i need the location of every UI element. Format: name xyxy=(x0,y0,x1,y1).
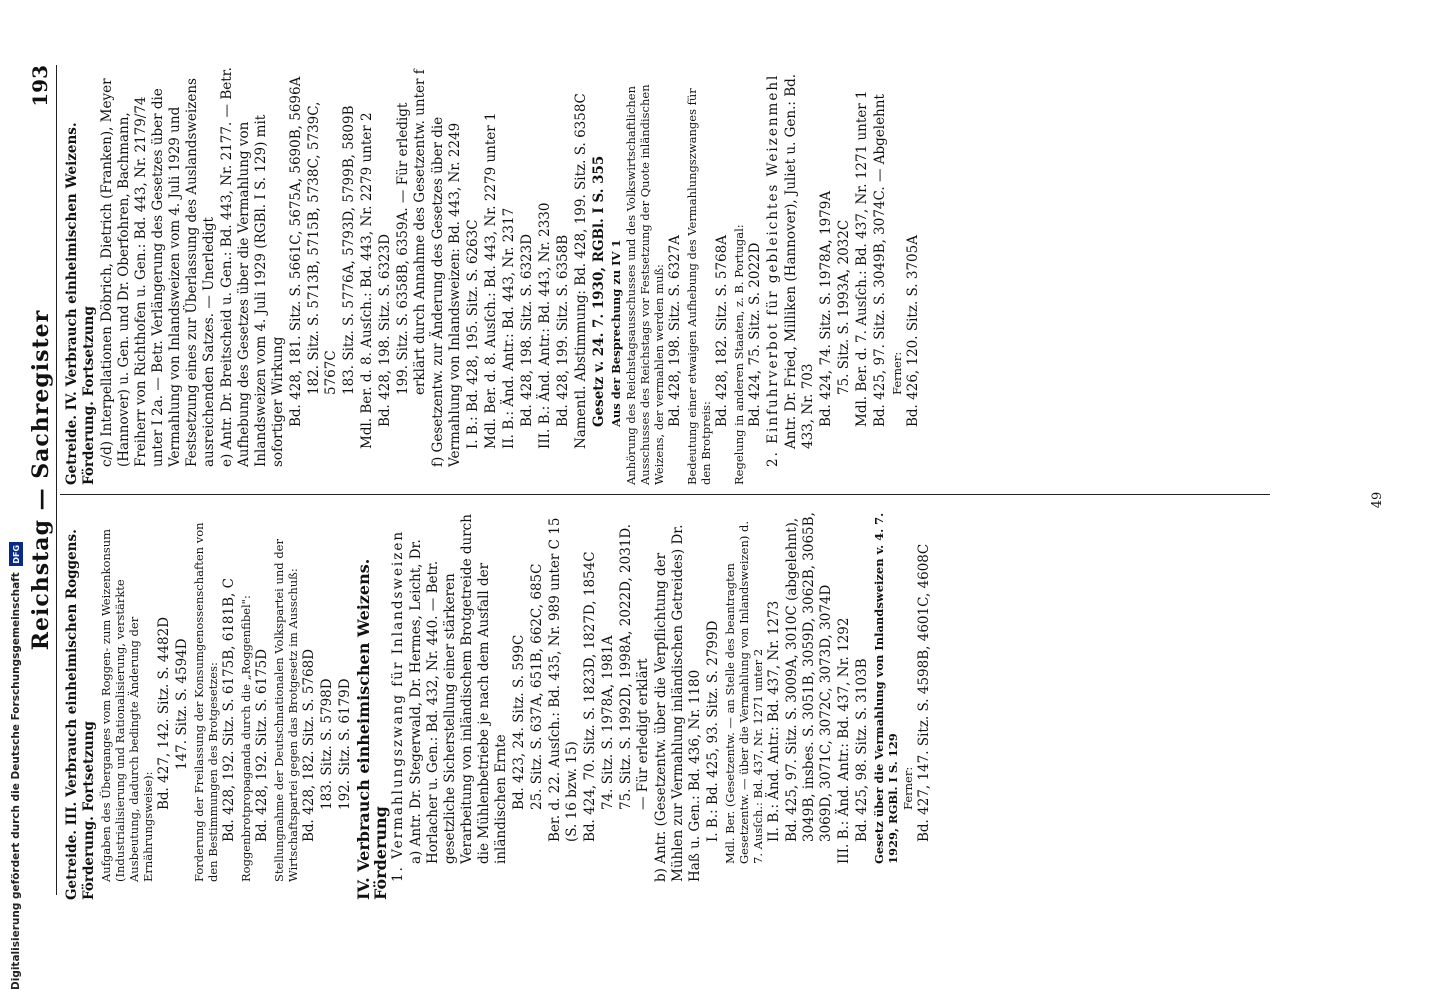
right-entry: 199. Sitz. S. 6358B, 6359A. — Für erledigt erklärt durch Annahme des Gesetzentw. unter f xyxy=(395,69,428,395)
left-entry: 192. Sitz. S. 6179D xyxy=(337,678,353,810)
left-entry: Bd. 428, 192. Sitz. S. 6175D xyxy=(254,648,270,842)
right-entry: 182. Sitz. S. 5713B, 5715B, 5738C, 5739C, 5767C xyxy=(306,101,339,395)
left-entry: III. B.: Änd. Antr.: Bd. 437, Nr. 1292 xyxy=(836,617,852,864)
right-entry: II. B.: Änd. Antr.: Bd. 443, Nr. 2317 xyxy=(501,207,517,449)
left-entry: Ber. d. 22. Ausſch.: Bd. 435, Nr. 989 unter C 15 (S. 16 bzw. 15) xyxy=(547,517,580,842)
left-entry: Stellungnahme der Deutschnationalen Volkspartei und der Wirtschaftspartei gegen das Brotgesetz im Ausschuß: xyxy=(272,539,300,882)
left-entry: 1. Vermahlungszwang für Inlandsweizen xyxy=(390,529,406,882)
credit-text: Digitalisierung gefördert durch die Deutsche Forschungsgemeinschaft xyxy=(10,572,22,990)
right-entry: e) Antr. Dr. Breitscheid u. Gen.: Bd. 443, Nr. 2177. — Betr. Aufhebung des Gesetzes über die Vermahlung von Inlandsweizen vom 4. Juli 1929 (RGBl. I S. 129) mit sofortiger Wirkung xyxy=(219,67,286,467)
left-entry: b) Antr. (Gesetzentw. über die Verpflichtung der Mühlen zur Vermahlung inländischen Getreides) Dr. Haß u. Gen.: Bd. 436, Nr. 1180 xyxy=(653,524,703,882)
left-entry: Getreide. III. Verbrauch einheimischen Roggens. Förderung. Fortsetzung xyxy=(64,529,97,900)
left-entry: 25. Sitz. S. 637A, 651B, 662C, 685C xyxy=(529,563,545,810)
right-entry: 75. Sitz. S. 1993A, 2032C xyxy=(836,219,852,395)
right-entry: Mdl. Ber. d. 8. Ausſch.: Bd. 443, Nr. 2279 unter 1 xyxy=(483,112,499,449)
header-title: Reichstag — Sachregister xyxy=(28,309,54,651)
right-entry: f) Gesetzentw. zur Änderung des Gesetzes über die Vermahlung von Inlandsweizen: Bd. 443, Nr. 2249 xyxy=(430,116,463,467)
left-column xyxy=(64,510,934,900)
right-column xyxy=(64,65,923,485)
left-entry: Bd. 425, 98. Sitz. S. 3103B xyxy=(854,658,870,842)
left-entry: II. B.: Änd. Antr.: Bd. 437, Nr. 1273 xyxy=(766,600,782,842)
right-entry: c/d) Interpellationen Döbrich, Dietrich (Franken), Meyer (Hannover) u. Gen. und Dr. Oberfohren, Bachmann, Freiherr von Richthofen u. Gen.: Bd. 443, Nr. 2179/74 unter I 2a. — Betr. Verlängerung des Gesetzes über die Vermahlung von Inlandsweizen vom 4. Juli 1929 und Festsetzung eines zur Überlassung des Auslandsweizens ausreichenden Satzes. — Unerledigt xyxy=(99,78,217,467)
right-entry: Bd. 428, 181. Sitz. S. 5661C, 5675A, 5690B, 5696A xyxy=(288,76,304,427)
right-entry: Regelung in anderen Staaten, z. B. Portugal: xyxy=(732,224,746,485)
page-header xyxy=(22,65,57,895)
left-entry: Bd. 423, 24. Sitz. S. 599C xyxy=(511,634,527,810)
left-entry: Mdl. Ber. (Gesetzentw. — an Stelle des beantragten Gesetzentw. — über die Vermahlung von Inlandsweizen) d. 7. Ausſch.: Bd. 437, Nr. 1271 unter 2 xyxy=(723,520,765,864)
left-entry: I. B.: Bd. 425, 93. Sitz. S. 2799D xyxy=(705,620,721,842)
left-entry: Forderung der Freilassung der Konsumgenossenschaften von den Bestimmungen des Brotgesetzes: xyxy=(192,522,220,882)
right-entry: Bd. 428, 198. Sitz. S. 6323D xyxy=(377,233,393,427)
footer-number: 49 xyxy=(1370,491,1385,509)
right-entry: Mdl. Ber. d. 7. Ausſch.: Bd. 437, Nr. 1271 unter 1 xyxy=(854,90,870,427)
right-entry: Bd. 426, 120. Sitz. S. 3705A xyxy=(905,235,921,427)
right-entry: Antr. Dr. Fried, Milliken (Hannover), Juliet u. Gen.: Bd. 433, Nr. 703 xyxy=(783,73,816,449)
header-page-number: 193 xyxy=(28,65,52,107)
right-entry: Namentl. Abstimmung: Bd. 428, 199. Sitz. S. 6358C xyxy=(573,93,589,449)
right-entry: Bd. 428, 198. Sitz. S. 6323D xyxy=(519,233,535,427)
right-entry: Bedeutung einer etwaigen Aufhebung des Vermahlungszwanges für den Brotpreis: xyxy=(685,88,713,485)
column-divider xyxy=(60,494,1270,495)
right-entry: III. B.: Änd. Antr.: Bd. 443, Nr. 2330 xyxy=(537,202,553,449)
left-entry: Roggenbrotpropaganda durch die „Roggenfibel": xyxy=(239,595,253,882)
left-entry: Bd. 428, 182. Sitz. S. 5768D xyxy=(301,648,317,842)
left-entry: 147. Sitz. S. 4594D xyxy=(174,638,190,770)
digitization-credit xyxy=(6,0,26,990)
right-entry: Bd. 428, 198. Sitz. S. 6327A xyxy=(667,235,683,427)
left-entry: Aufgaben des Überganges vom Roggen- zum Weizenkonsum (Industrialisierung und Rationalisierung, verstärkte Ausbeutung, dadurch bedingte Änderung der Ernährungsweise): xyxy=(99,528,155,882)
left-entry: Bd. 428, 192. Sitz. S. 6175B, 6181B, C xyxy=(221,578,237,842)
right-entry: Bd. 425, 97. Sitz. S. 3049B, 3074C. — Abgelehnt xyxy=(872,94,888,427)
right-entry: Bd. 424, 74. Sitz. S. 1978A, 1979A xyxy=(818,190,834,427)
left-entry: 183. Sitz. S. 5798D xyxy=(319,678,335,810)
right-entry: Getreide. IV. Verbrauch einheimischen Weizens. Förderung. Fortsetzung xyxy=(64,122,97,485)
right-entry: Anhörung des Reichstagsausschusses und des Volkswirtschaftlichen Ausschusses des Reichstags vor Festsetzung der Quote inländischen Weizens, der vermahlen werden muß: xyxy=(624,84,666,485)
right-entry: Bd. 428, 199. Sitz. S. 6358B xyxy=(555,234,571,427)
left-entry: 75. Sitz. S. 1992D, 1998A, 2022D, 2031D. — Für erledigt erklärt xyxy=(618,523,651,810)
left-entry: Bd. 427, 147. Sitz. S. 4598B, 4601C, 4608C xyxy=(916,543,932,842)
left-entry: IV. Verbrauch einheimischen Weizens. Förderung xyxy=(354,558,390,900)
right-entry: 183. Sitz. S. 5776A, 5793D, 5799B, 5809B xyxy=(341,105,357,395)
right-entry: Mdl. Ber. d. 8. Ausſch.: Bd. 443, Nr. 2279 unter 2 xyxy=(359,112,375,449)
right-entry: Bd. 424, 75. Sitz. S. 2022D xyxy=(747,242,763,427)
right-entry: 2. Einfuhrverbot für gebleichtes Weizenmehl xyxy=(765,73,781,467)
left-entry: Ferner: xyxy=(901,766,915,810)
right-entry: I. B.: Bd. 428, 195. Sitz. S. 6263C xyxy=(465,219,481,449)
right-entry: Ferner: xyxy=(890,351,904,395)
left-entry: Bd. 424, 70. Sitz. S. 1823D, 1827D, 1854C xyxy=(582,551,598,842)
right-entry: Aus der Besprechung zu IV 1 xyxy=(609,239,623,427)
left-entry: Bd. 427, 142. Sitz. S. 4482D xyxy=(156,616,172,810)
right-entry: Gesetz v. 24. 7. 1930, RGBl. I S. 355 xyxy=(591,155,607,427)
right-entry: Bd. 428, 182. Sitz. S. 5768A xyxy=(714,235,730,427)
left-entry: 74. Sitz. S. 1978A, 1981A xyxy=(600,635,616,810)
left-entry: a) Antr. Dr. Stegerwald, Dr. Hermes, Leicht, Dr. Horlacher u. Gen.: Bd. 432, Nr. 440. — Betr. gesetzliche Sicherstellung einer stärkeren Verarbeitung von inländischem Brotgetreide durch die Mühlenbetriebe je nach dem Ausfall der inländischen Ernte xyxy=(408,514,509,864)
left-entry: Bd. 425, 97. Sitz. S. 3009A, 3010C (abgelehnt), 3049B, insbes. S. 3051B, 3059D, 3062B, 3065B, 3069D, 3071C, 3072C, 3073D, 3074D xyxy=(784,512,834,842)
dfg-logo: DFG xyxy=(9,542,23,566)
left-entry: Gesetz über die Vermahlung von Inlandsweizen v. 4. 7. 1929, RGBl. I S. 129 xyxy=(872,512,900,864)
